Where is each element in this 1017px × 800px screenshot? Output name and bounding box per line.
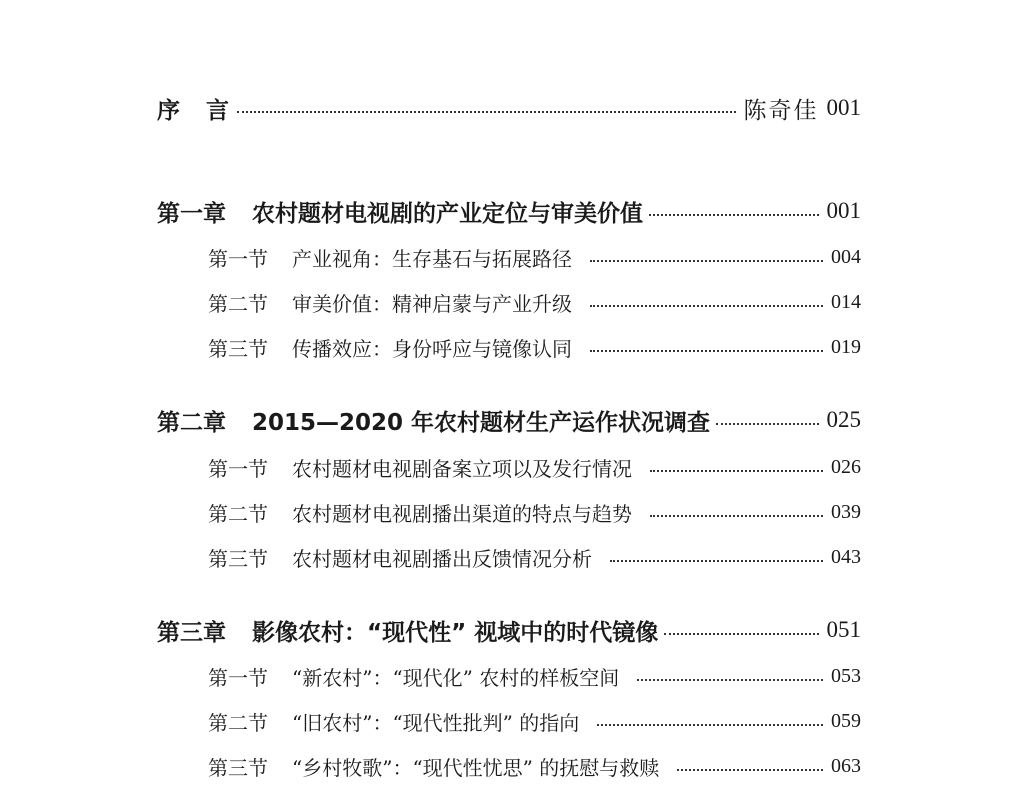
toc-entry-section[interactable] bbox=[208, 330, 861, 364]
toc-entry-chapter-1[interactable] bbox=[157, 194, 861, 228]
section-number: 第一节 bbox=[208, 665, 268, 690]
section-title bbox=[208, 543, 592, 572]
toc-entry-section[interactable] bbox=[208, 749, 861, 783]
chapter-name: 2015—2020 年农村题材生产运作状况调查 bbox=[252, 409, 711, 436]
section-name: “乡村牧歌”：“现代性忧思” 的抚慰与救赎 bbox=[292, 755, 660, 780]
section-number: 第一节 bbox=[208, 246, 268, 271]
page-number: 014 bbox=[831, 290, 861, 313]
dot-leader bbox=[649, 214, 819, 216]
section-title bbox=[208, 662, 619, 691]
dot-leader bbox=[237, 111, 736, 113]
toc-entry-chapter-2[interactable] bbox=[157, 403, 861, 437]
page-number: 019 bbox=[831, 335, 861, 358]
toc-entry-section[interactable] bbox=[208, 540, 861, 574]
preface-author: 陈奇佳 bbox=[743, 97, 819, 124]
section-name: 农村题材电视剧播出渠道的特点与趋势 bbox=[292, 501, 632, 526]
chapter-name: 农村题材电视剧的产业定位与审美价值 bbox=[252, 200, 643, 227]
page-number: 001 bbox=[826, 198, 861, 223]
section-title bbox=[208, 243, 572, 272]
section-name: “新农村”：“现代化” 农村的样板空间 bbox=[292, 665, 620, 690]
toc-entry-section[interactable] bbox=[208, 450, 861, 484]
section-name: 审美价值：精神启蒙与产业升级 bbox=[292, 291, 572, 316]
dot-leader bbox=[590, 350, 823, 352]
section-number: 第二节 bbox=[208, 501, 268, 526]
toc-entry-section[interactable] bbox=[208, 285, 861, 319]
dot-leader bbox=[677, 769, 823, 771]
dot-leader bbox=[637, 679, 823, 681]
section-title bbox=[208, 752, 659, 781]
toc-entry-chapter-3[interactable] bbox=[157, 613, 861, 647]
toc-entry-section[interactable] bbox=[208, 495, 861, 529]
section-number: 第三节 bbox=[208, 755, 268, 780]
page-number: 051 bbox=[826, 617, 861, 642]
section-name: 农村题材电视剧备案立项以及发行情况 bbox=[292, 456, 632, 481]
dot-leader bbox=[650, 515, 823, 517]
section-name: 农村题材电视剧播出反馈情况分析 bbox=[292, 546, 592, 571]
toc-entry-preface[interactable] bbox=[157, 91, 861, 125]
dot-leader bbox=[590, 260, 823, 262]
page-number: 026 bbox=[831, 455, 861, 478]
dot-leader bbox=[597, 724, 823, 726]
toc-entry-section[interactable] bbox=[208, 240, 861, 274]
chapter-title bbox=[157, 195, 643, 228]
section-title bbox=[208, 453, 632, 482]
section-number: 第三节 bbox=[208, 546, 268, 571]
preface-title: 序言 bbox=[157, 97, 255, 124]
dot-leader bbox=[716, 423, 818, 425]
chapter-number: 第二章 bbox=[157, 409, 226, 436]
section-number: 第二节 bbox=[208, 710, 268, 735]
toc-entry-section[interactable] bbox=[208, 659, 861, 693]
page-number: 039 bbox=[831, 500, 861, 523]
section-number: 第一节 bbox=[208, 456, 268, 481]
page-number: 043 bbox=[831, 545, 861, 568]
toc-entry-section[interactable] bbox=[208, 704, 861, 738]
section-name: “旧农村”：“现代性批判” 的指向 bbox=[292, 710, 580, 735]
chapter-number: 第一章 bbox=[157, 200, 226, 227]
chapter-title bbox=[157, 614, 658, 647]
page-number: 063 bbox=[831, 754, 861, 777]
page-number: 004 bbox=[831, 245, 861, 268]
section-number: 第二节 bbox=[208, 291, 268, 316]
section-title bbox=[208, 498, 632, 527]
page-number: 053 bbox=[831, 664, 861, 687]
dot-leader bbox=[664, 633, 818, 635]
dot-leader bbox=[650, 470, 823, 472]
section-number: 第三节 bbox=[208, 336, 268, 361]
section-title bbox=[208, 707, 579, 736]
section-title bbox=[208, 288, 572, 317]
section-name: 产业视角：生存基石与拓展路径 bbox=[292, 246, 572, 271]
chapter-title bbox=[157, 404, 710, 437]
page-number: 059 bbox=[831, 709, 861, 732]
chapter-name: 影像农村：“现代性” 视域中的时代镜像 bbox=[252, 619, 659, 646]
section-name: 传播效应：身份呼应与镜像认同 bbox=[292, 336, 572, 361]
dot-leader bbox=[590, 305, 823, 307]
page-number: 001 bbox=[826, 95, 861, 120]
chapter-number: 第三章 bbox=[157, 619, 226, 646]
dot-leader bbox=[610, 560, 823, 562]
page-number: 025 bbox=[826, 407, 861, 432]
section-title bbox=[208, 333, 572, 362]
